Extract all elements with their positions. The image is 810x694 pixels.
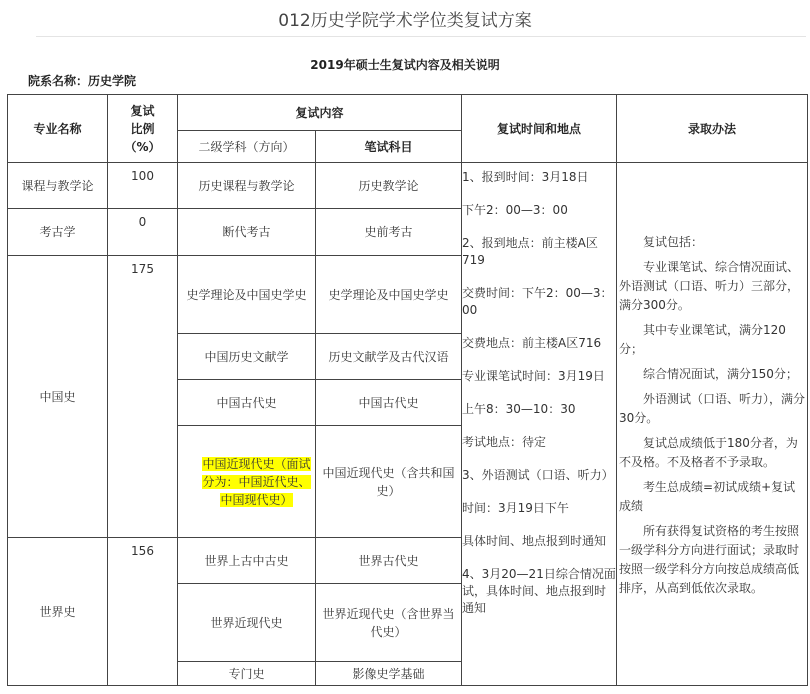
header-exam: 笔试科目 <box>316 131 462 163</box>
exam-subject: 史前考古 <box>316 209 462 256</box>
exam-subject: 历史文献学及古代汉语 <box>316 334 462 380</box>
exam-subject: 历史教学论 <box>316 163 462 209</box>
schedule-line: 具体时间、地点报到时通知 <box>462 534 607 548</box>
major-name: 世界史 <box>8 538 108 686</box>
exam-subject: 世界近现代史（含世界当代史） <box>316 584 462 662</box>
admission-line: 其中专业课笔试，满分120分； <box>619 323 786 356</box>
schedule-line: 专业课笔试时间：3月19日 <box>462 369 605 383</box>
title-divider <box>36 36 806 37</box>
header-major: 专业名称 <box>8 95 108 163</box>
schedule-line: 4、3月20—21日综合情况面试，具体时间、地点报到时通知 <box>462 567 616 615</box>
header-time: 复试时间和地点 <box>462 95 617 163</box>
schedule-line: 上午8：30—10：30 <box>462 402 576 416</box>
schedule-line: 交费地点：前主楼A区716 <box>462 336 602 350</box>
header-ratio <box>108 95 178 163</box>
ratio-value: 156 <box>108 538 178 686</box>
major-name: 考古学 <box>8 209 108 256</box>
exam-subject: 史学理论及中国史学史 <box>316 256 462 334</box>
admission-line: 复试总成绩低于180分者，为不及格。不及格者不予录取。 <box>619 436 798 469</box>
header-content: 复试内容 <box>178 95 462 131</box>
subdiscipline: 专门史 <box>178 662 316 686</box>
page-title: 012历史学院学术学位类复试方案 <box>278 11 532 31</box>
subdiscipline: 世界近现代史 <box>178 584 316 662</box>
admission-cell <box>617 163 808 686</box>
exam-subject: 中国近现代史（含共和国史） <box>316 426 462 538</box>
ratio-value: 100 <box>108 163 178 209</box>
schedule-line: 考试地点：待定 <box>462 435 547 449</box>
admission-line: 所有获得复试资格的考生按照一级学科分方向进行面试；录取时按照一级学科分方向按总成绩高低排序，从高到低依次录取。 <box>619 524 800 595</box>
subdiscipline <box>178 426 316 538</box>
major-name: 课程与教学论 <box>8 163 108 209</box>
ratio-value: 175 <box>108 256 178 538</box>
exam-subject: 影像史学基础 <box>316 662 462 686</box>
admission-line: 考生总成绩=初试成绩+复试成绩 <box>619 480 796 513</box>
header-ratio-line2: 比例 <box>130 121 155 136</box>
exam-subject: 世界古代史 <box>316 538 462 584</box>
header-ratio-line1: 复试 <box>130 103 155 118</box>
table-subtitle: 2019年硕士生复试内容及相关说明 <box>310 58 500 72</box>
admission-line: 复试包括： <box>643 235 704 249</box>
header-admission: 录取办法 <box>617 95 808 163</box>
subdiscipline: 中国历史文献学 <box>178 334 316 380</box>
admission-line: 外语测试（口语、听力），满分30分。 <box>619 392 806 425</box>
schedule-line: 1、报到时间：3月18日 <box>462 170 589 184</box>
subdiscipline: 史学理论及中国史学史 <box>178 256 316 334</box>
exam-subject: 中国古代史 <box>316 380 462 426</box>
subdiscipline: 历史课程与教学论 <box>178 163 316 209</box>
subdiscipline: 中国古代史 <box>178 380 316 426</box>
major-name: 中国史 <box>8 256 108 538</box>
schedule-line: 时间：3月19日下午 <box>462 501 569 515</box>
subdiscipline: 断代考古 <box>178 209 316 256</box>
retest-table <box>7 94 808 686</box>
schedule-line: 2、报到地点：前主楼A区719 <box>462 236 598 267</box>
admission-line: 专业课笔试、综合情况面试、外语测试（口语、听力）三部分，满分300分。 <box>619 260 800 312</box>
schedule-line: 下午2：00—3：00 <box>462 203 568 217</box>
schedule-cell <box>462 163 617 686</box>
header-subdiscipline: 二级学科（方向） <box>178 131 316 163</box>
department-name: 院系名称：历史学院 <box>28 74 137 88</box>
schedule-line: 交费时间：下午2：00—3：00 <box>462 286 613 317</box>
schedule-line: 3、外语测试（口语、听力） <box>462 468 614 482</box>
ratio-value: 0 <box>108 209 178 256</box>
header-ratio-line3: （%） <box>124 139 161 154</box>
admission-line: 综合情况面试，满分150分； <box>643 367 798 381</box>
subdiscipline: 世界上古中古史 <box>178 538 316 584</box>
highlighted-subdiscipline: 中国近现代史（面试分为：中国近代史、中国现代史） <box>202 456 311 507</box>
